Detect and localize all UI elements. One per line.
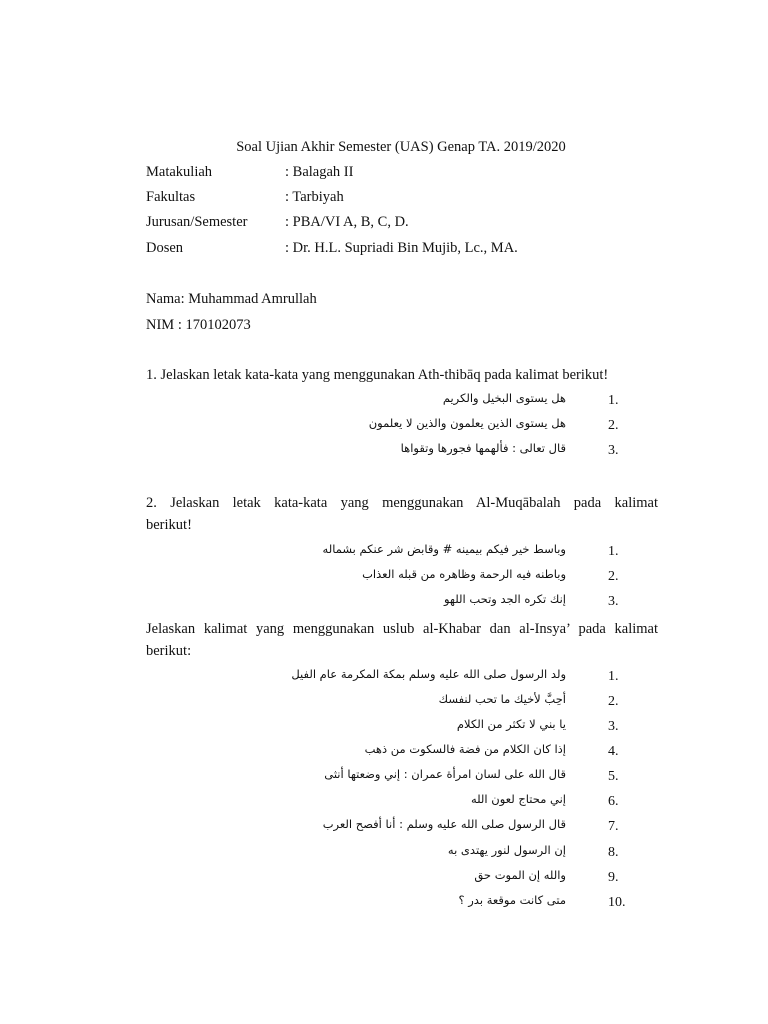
q3-item-text: يا بني لا تكثر من الكلام (456, 717, 566, 731)
q3-item-text: ولد الرسول صلى الله عليه وسلم بمكة المكرمة عام الفيل (291, 667, 566, 681)
q3-item-number: .4 (608, 744, 619, 759)
field-value-dosen: : Dr. H.L. Supriadi Bin Mujib, Lc., MA. (285, 240, 518, 256)
q2-item-number: .2 (608, 569, 619, 584)
q3-item-number: .1 (608, 669, 619, 684)
q1-item-number: .1 (608, 393, 619, 408)
q1-item-text: قال تعالى : فألهمها فجورها وتقواها (400, 441, 566, 455)
field-value-jurusan: : PBA/VI A, B, C, D. (285, 214, 409, 230)
q3-item-text: أحِبَّ لأخيك ما تحب لنفسك (438, 692, 566, 706)
field-label-dosen: Dosen (146, 240, 184, 256)
q1-item-number: .2 (608, 418, 619, 433)
q3-item-number: .5 (608, 769, 619, 784)
q1-item-text: هل يستوى الذين يعلمون والذين لا يعلمون (368, 416, 566, 430)
q3-item-text: إن الرسول لنور يهتدى به (447, 843, 566, 857)
q3-item-number: .7 (608, 819, 619, 834)
q3-item-text: قال الله على لسان امرأة عمران : إني وضعتها أنثى (324, 767, 566, 781)
field-value-matakuliah: : Balagah II (285, 164, 354, 180)
field-value-fakultas: : Tarbiyah (285, 189, 344, 205)
question-2-prompt: 2. Jelaskan letak kata-kata yang menggunakan Al-Muqābalah pada kalimat (146, 495, 658, 511)
field-label-jurusan: Jurusan/Semester (146, 214, 248, 230)
question-3-prompt: Jelaskan kalimat yang menggunakan uslub al-Khabar dan al-Insya’ pada kalimat (146, 621, 658, 637)
q2-item-number: .3 (608, 594, 619, 609)
student-nim: NIM : 170102073 (146, 317, 251, 333)
question-1-prompt: 1. Jelaskan letak kata-kata yang menggunakan Ath-thibāq pada kalimat berikut! (146, 367, 609, 383)
q3-item-text: متى كانت موقعة بدر ؟ (458, 893, 566, 907)
q1-item-text: هل يستوى البخيل والكريم (442, 391, 566, 405)
q3-item-text: والله إن الموت حق (474, 868, 566, 882)
q3-item-number: .10 (608, 895, 626, 910)
q3-item-number: .3 (608, 719, 619, 734)
q2-item-number: .1 (608, 544, 619, 559)
q3-item-text: إني محتاج لعون الله (470, 792, 566, 806)
q1-item-number: .3 (608, 443, 619, 458)
exam-title: Soal Ujian Akhir Semester (UAS) Genap TA. 2019/2020 (236, 139, 566, 155)
field-label-fakultas: Fakultas (146, 189, 196, 205)
q3-item-text: إذا كان الكلام من فضة فالسكوت من ذهب (364, 742, 566, 756)
q3-item-number: .9 (608, 870, 619, 885)
q3-item-text: قال الرسول صلى الله عليه وسلم : أنا أفصح العرب (322, 817, 566, 831)
q2-item-text: وباطنه فيه الرحمة وظاهره من قبله العذاب (362, 567, 566, 581)
question-2-prompt-cont: berikut! (146, 517, 192, 533)
question-3-prompt-cont: berikut: (146, 643, 192, 659)
q3-item-number: .2 (608, 694, 619, 709)
q3-item-number: .6 (608, 794, 619, 809)
field-label-matakuliah: Matakuliah (146, 164, 213, 180)
student-name: Nama: Muhammad Amrullah (146, 291, 317, 307)
q2-item-text: إنك تكره الجد وتحب اللهو (443, 592, 566, 606)
q2-item-text: وباسط خير فيكم بيمينه # وقابض شر عنكم بشماله (322, 542, 566, 556)
q3-item-number: .8 (608, 845, 619, 860)
